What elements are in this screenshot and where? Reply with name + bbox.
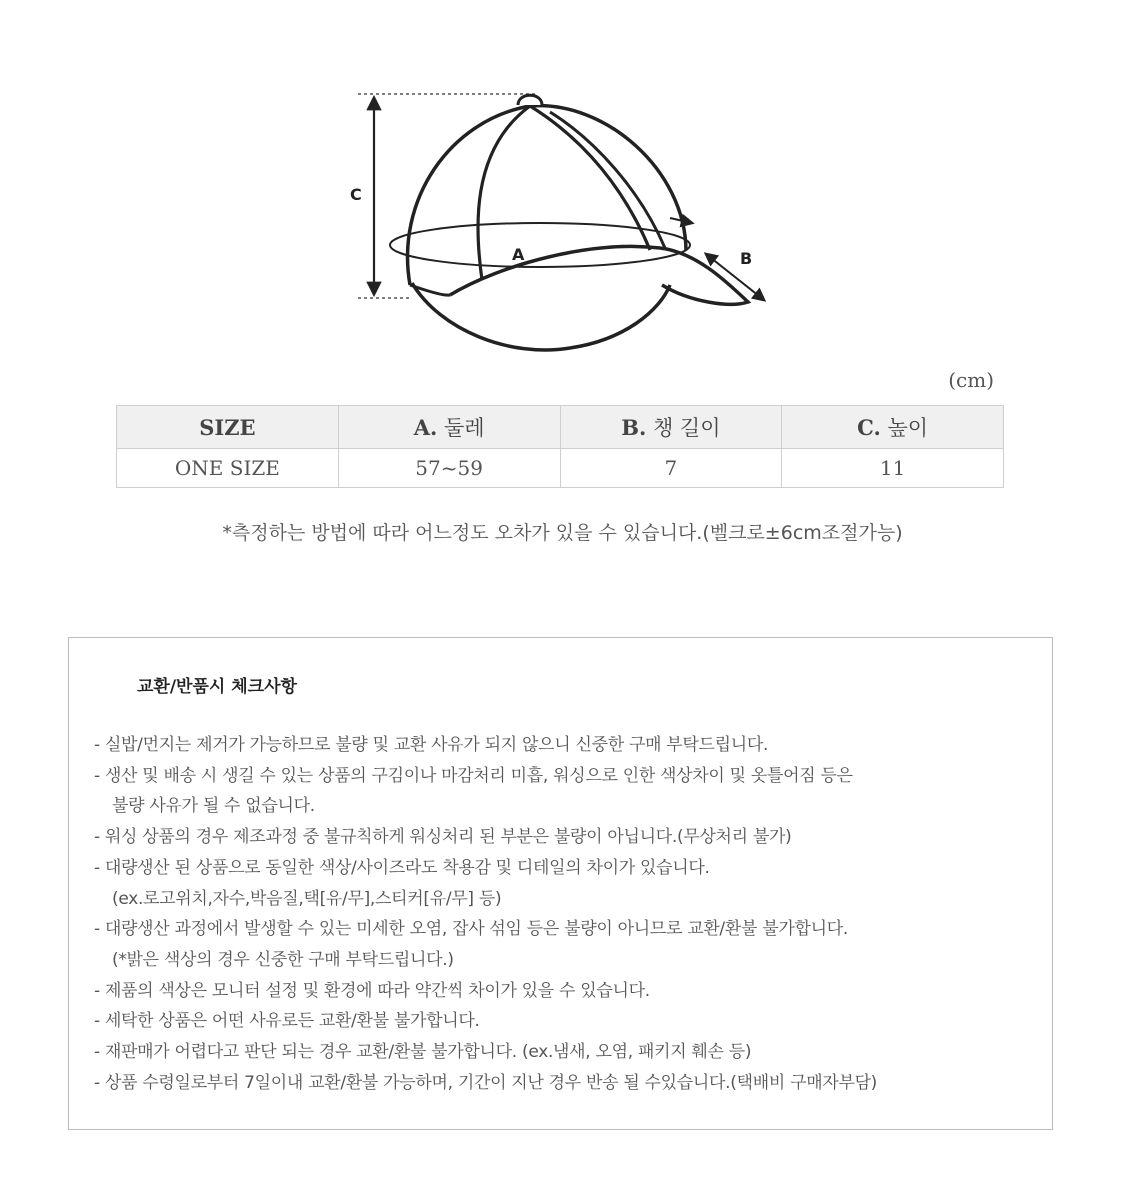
label-c: C [350,185,362,204]
label-b: B [740,249,753,268]
cell-height: 11 [782,449,1004,488]
cell-size: ONE SIZE [117,449,339,488]
list-item: - 상품 수령일로부터 7일이내 교환/환불 가능하며, 기간이 지난 경우 반송 될 수있습니다.(택배비 구매자부담) [94,1072,878,1093]
label-a: A [512,245,525,264]
list-item: - 대량생산 된 상품으로 동일한 색상/사이즈라도 착용감 및 디테일의 차이가 있습니다. [94,857,710,878]
size-table-header [117,406,1004,449]
header-brim-length: B. 챙 길이 [560,406,782,449]
header-circumference: A. 둘레 [338,406,560,449]
list-item: - 대량생산 과정에서 발생할 수 있는 미세한 오염, 잡사 섞임 등은 불량이 아니므로 교환/환불 불가합니다. [94,919,848,940]
cap-button [518,95,542,105]
list-item: - 생산 및 배송 시 생길 수 있는 상품의 구김이나 마감처리 미흡, 워싱으로 인한 색상차이 및 옷틀어짐 등은 [94,765,853,786]
cell-brim-length: 7 [560,449,782,488]
list-item: - 워싱 상품의 경우 제조과정 중 불규칙하게 워싱처리 된 부분은 불량이 아닙니다.(무상처리 불가) [94,827,792,848]
header-height: C. 높이 [782,406,1004,449]
cap-brim [450,246,748,304]
list-item: - 재판매가 어렵다고 판단 되는 경우 교환/환불 불가합니다. (ex.냄새, 오염, 패키지 훼손 등) [94,1042,752,1063]
list-item: - 실밥/먼지는 제거가 가능하므로 불량 및 교환 사유가 되지 않으니 신중한 구매 부탁드립니다. [94,735,769,755]
exchange-return-box [68,637,1053,1130]
list-item: - 제품의 색상은 모니터 설정 및 환경에 따라 약간씩 차이가 있을 수 있습니다. [94,980,650,1001]
list-item: (*밝은 색상의 경우 신중한 구매 부탁드립니다.) [112,949,454,970]
brim-length-arrow [706,254,764,300]
table-row [117,449,1004,488]
size-table [116,405,1004,488]
list-item: (ex.로고위치,자수,박음질,택[유/무],스티커[유/무] 등) [112,888,502,909]
exchange-return-title: 교환/반품시 체크사항 [137,677,297,697]
header-size: SIZE [117,406,339,449]
measurement-note: *측정하는 방법에 따라 어느정도 오차가 있을 수 있습니다.(벨크로±6cm조절가능) [222,522,903,544]
unit-label: (cm) [948,368,994,392]
exchange-return-list [94,730,1044,1098]
cap-measurement-diagram [340,80,780,370]
list-item: 불량 사유가 될 수 없습니다. [112,796,315,817]
list-item: - 세탁한 상품은 어떤 사유로든 교환/환불 불가합니다. [94,1011,480,1032]
cell-circumference: 57~59 [338,449,560,488]
